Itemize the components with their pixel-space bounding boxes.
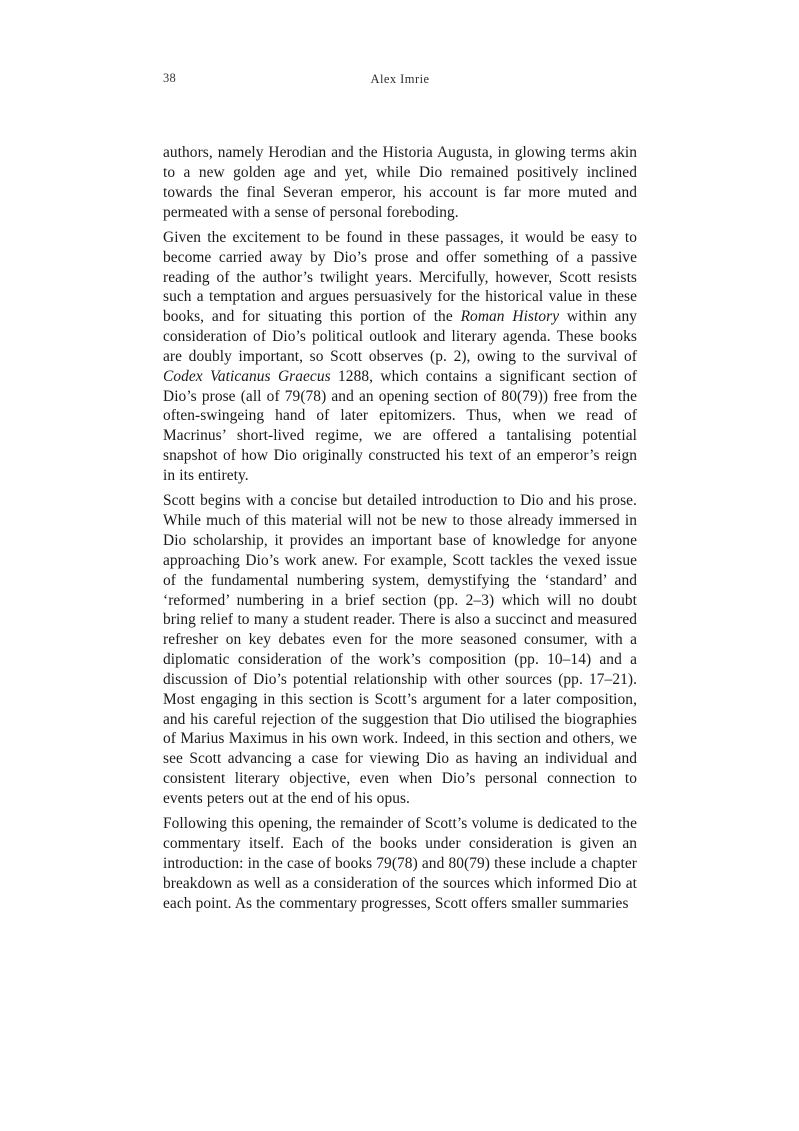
body-paragraph: Scott begins with a concise but detailed introduction to Dio and his prose. While much of this material will not be new to those already immersed in Dio scholarship, it provides an important base of knowledge for anyone approaching Dio’s work anew. For example, Scott tackles the vexed issue of the fundamental numbering system, demystifying the ‘standard’ and ‘reformed’ numbering in a brief section (pp. 2–3) which will no doubt bring relief to many a student reader. There is also a succinct and measured refresher on key debates even for the more seasoned consumer, with a diplomatic consideration of the work’s composition (pp. 10–14) and a discussion of Dio’s potential relationship with other sources (pp. 17–21). Most engaging in this section is Scott’s argument for a later composition, and his careful rejection of the suggestion that Dio utilised the biographies of Marius Maximus in his own work. Indeed, in this section and others, we see Scott advancing a case for viewing Dio as having an individual and consistent literary objective, even when Dio’s personal connection to events peters out at the end of his opus. xyxy=(163,492,637,807)
italic-title-run: Codex Vaticanus Graecus xyxy=(163,367,331,385)
italic-title-run: Roman History xyxy=(460,308,560,326)
body-paragraph: authors, namely Herodian and the Historia Augusta, in glowing terms akin to a new golden age and yet, while Dio remained positively inclined towards the final Severan emperor, his account is far more muted and permeated with a sense of personal foreboding. xyxy=(163,144,637,221)
body-paragraph: Following this opening, the remainder of Scott’s volume is dedicated to the commentary itself. Each of the books under consideration is given an introduction: in the case of books 79(78) and 80(79) these include a chapter breakdown as well as a consideration of the sources which informed Dio at each point. As the commentary progresses, Scott offers smaller summaries xyxy=(163,815,637,912)
page-number: 38 xyxy=(163,71,176,85)
running-head xyxy=(163,71,637,91)
body-paragraph: Given the excitement to be found in these passages, it would be easy to become carried away by Dio’s prose and offer something of a passive reading of the author’s twilight years. Mercifully, however, Scott resists such a temptation and argues persuasively for the historical value in these books, and for situating this portion of the Roman History within any consideration of Dio’s political outlook and literary agenda. These books are doubly important, so Scott observes (p. 2), owing to the survival of Codex Vaticanus Graecus 1288, which contains a significant section of Dio’s prose (all of 79(78) and an opening section of 80(79)) free from the often-swingeing hand of later epitomizers. Thus, when we read of Macrinus’ short-lived regime, we are offered a tantalising potential snapshot of how Dio originally constructed his text of an emperor’s reign in its entirety. xyxy=(163,228,638,484)
running-head-title: Alex Imrie xyxy=(370,72,430,86)
body-text-block xyxy=(163,143,637,914)
